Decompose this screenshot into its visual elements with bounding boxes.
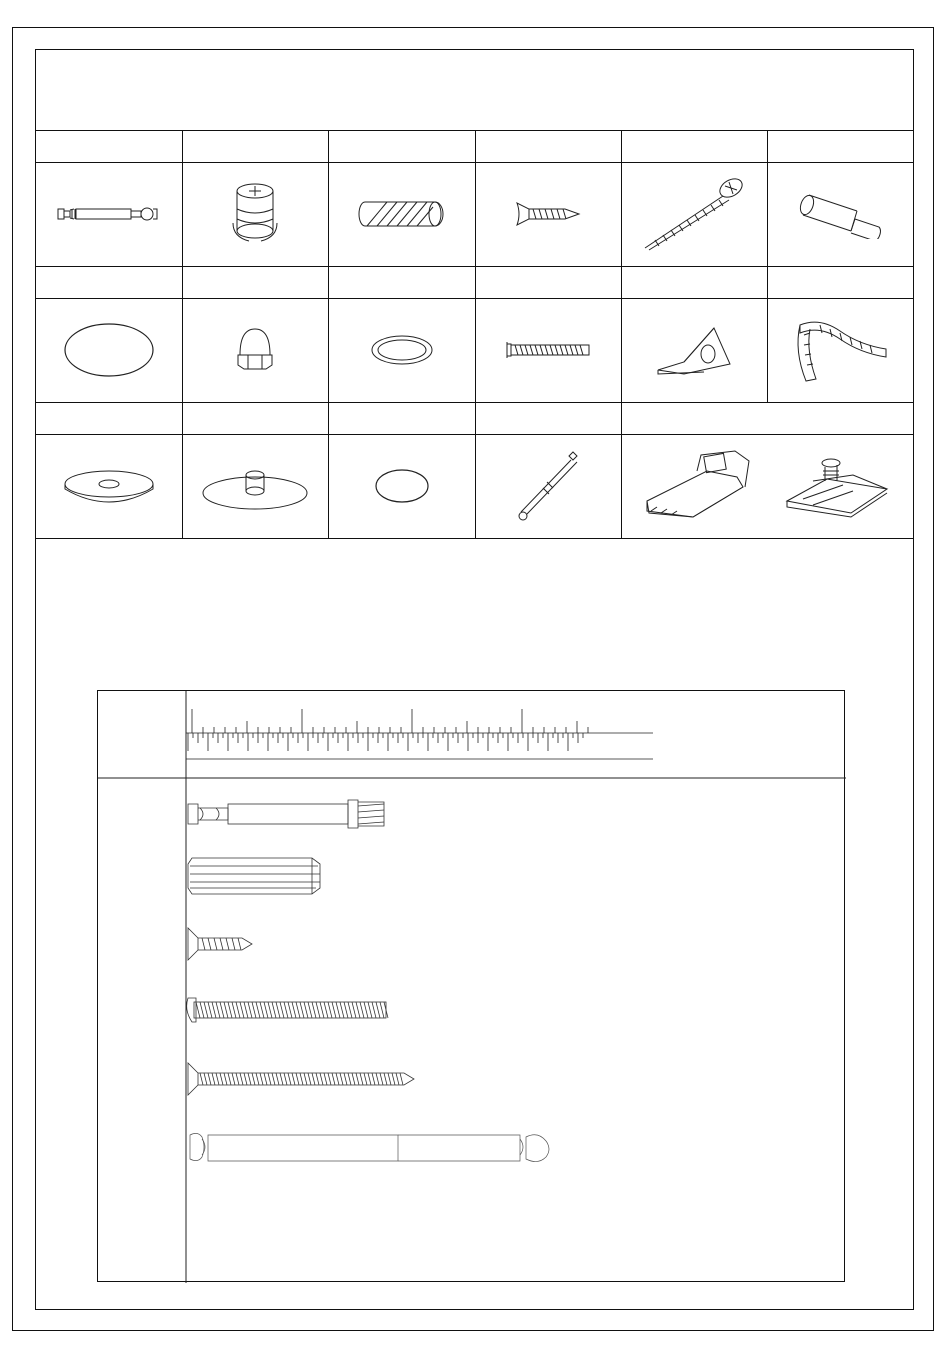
cam-bolt-icon xyxy=(36,162,182,266)
wood-dowel-icon xyxy=(186,856,336,896)
corner-bracket-icon xyxy=(621,298,767,402)
long-screw-icon xyxy=(621,162,767,266)
flat-washer-icon xyxy=(36,434,182,538)
part-label xyxy=(475,266,621,298)
round-cover-icon xyxy=(328,434,475,538)
scale-header-label xyxy=(98,691,186,778)
part-label xyxy=(182,266,328,298)
part-label xyxy=(328,130,475,162)
long-screw-icon xyxy=(186,1061,426,1097)
cam-bolt-icon xyxy=(186,796,406,832)
hinge-set-icon xyxy=(621,434,913,538)
wood-dowel-icon xyxy=(328,162,475,266)
part-label xyxy=(475,130,621,162)
part-label xyxy=(36,266,182,298)
part-label xyxy=(36,130,182,162)
actual-size-box xyxy=(97,690,845,1282)
short-screw-icon xyxy=(186,926,266,962)
part-label xyxy=(182,130,328,162)
part-label xyxy=(328,402,475,434)
machine-bolt-icon xyxy=(475,298,621,402)
part-label xyxy=(621,402,913,434)
scale-side-label xyxy=(98,779,186,819)
part-label xyxy=(767,130,913,162)
cap-nut-icon xyxy=(182,298,328,402)
strap-icon xyxy=(767,298,913,402)
part-label xyxy=(182,402,328,434)
shelf-pin-icon xyxy=(767,162,913,266)
part-label xyxy=(475,402,621,434)
part-label xyxy=(767,266,913,298)
machine-bolt-icon xyxy=(186,996,396,1026)
ring-washer-icon xyxy=(328,298,475,402)
parts-grid xyxy=(36,130,913,539)
instruction-caption xyxy=(36,539,913,689)
adhesive-pad-icon xyxy=(36,298,182,402)
connector-bolt-icon xyxy=(186,1131,566,1165)
part-label xyxy=(36,402,182,434)
part-label xyxy=(621,130,767,162)
ruler-icon xyxy=(186,691,846,778)
part-label xyxy=(328,266,475,298)
cam-lock-icon xyxy=(182,162,328,266)
connector-bolt-icon xyxy=(475,434,621,538)
part-label xyxy=(621,266,767,298)
title-row xyxy=(36,50,913,130)
glide-pad-icon xyxy=(182,434,328,538)
short-screw-icon xyxy=(475,162,621,266)
